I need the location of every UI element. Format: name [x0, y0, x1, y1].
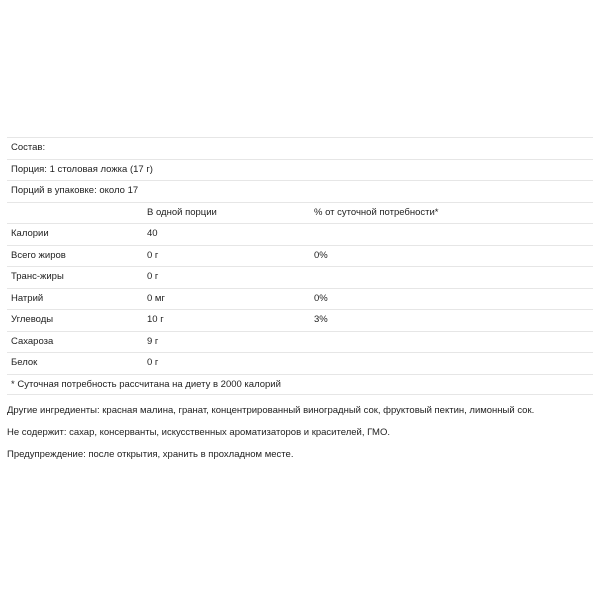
nutrient-amount: 9 г — [147, 335, 159, 347]
nutrient-amount: 0 г — [147, 271, 159, 282]
serving-row — [7, 159, 593, 181]
table-row — [7, 223, 593, 245]
nutrient-daily-value: 0% — [314, 292, 328, 304]
table-row — [7, 331, 593, 353]
nutrient-name: Углеводы — [11, 314, 54, 325]
nutrient-daily-value: 3% — [314, 314, 328, 325]
footnote-row — [7, 374, 593, 396]
serving-size: Порция: 1 столовая ложка (17 г) — [11, 163, 153, 175]
table-header-row — [7, 202, 593, 224]
nutrient-daily-value: 0% — [314, 249, 328, 261]
nutrient-amount: 10 г — [147, 314, 164, 325]
servings-per-pack: Порций в упаковке: около 17 — [11, 185, 139, 196]
nutrition-facts-table — [7, 137, 593, 395]
product-notes — [7, 404, 597, 470]
other-ingredients: Другие ингредиенты: красная малина, гранат, концентрированный виноградный сок, фруктовый пектин, лимонный сок. — [7, 405, 535, 416]
nutrient-amount: 0 мг — [147, 292, 165, 304]
table-row — [7, 288, 593, 310]
table-row — [7, 352, 593, 374]
nutrient-name: Всего жиров — [11, 249, 66, 261]
composition-title-row — [7, 137, 593, 159]
daily-value-footnote: * Суточная потребность рассчитана на диету в 2000 калорий — [11, 378, 281, 390]
nutrient-amount: 0 г — [147, 357, 159, 368]
does-not-contain: Не содержит: сахар, консерванты, искусственных ароматизаторов и красителей, ГМО. — [7, 427, 390, 438]
nutrient-name: Транс-жиры — [11, 271, 64, 282]
nutrient-name: Натрий — [11, 292, 44, 304]
header-daily-value: % от суточной потребности* — [314, 206, 439, 218]
nutrient-name: Сахароза — [11, 335, 54, 347]
table-row — [7, 266, 593, 288]
nutrient-amount: 0 г — [147, 249, 159, 261]
servings-per-pack-row — [7, 180, 593, 202]
nutrient-name: Белок — [11, 357, 38, 368]
storage-warning: Предупреждение: после открытия, хранить в прохладном месте. — [7, 449, 294, 460]
table-row — [7, 309, 593, 331]
nutrient-name: Калории — [11, 228, 49, 239]
composition-title: Состав: — [11, 142, 46, 153]
header-per-serving: В одной порции — [147, 206, 217, 218]
nutrient-amount: 40 — [147, 228, 158, 239]
table-row — [7, 245, 593, 267]
